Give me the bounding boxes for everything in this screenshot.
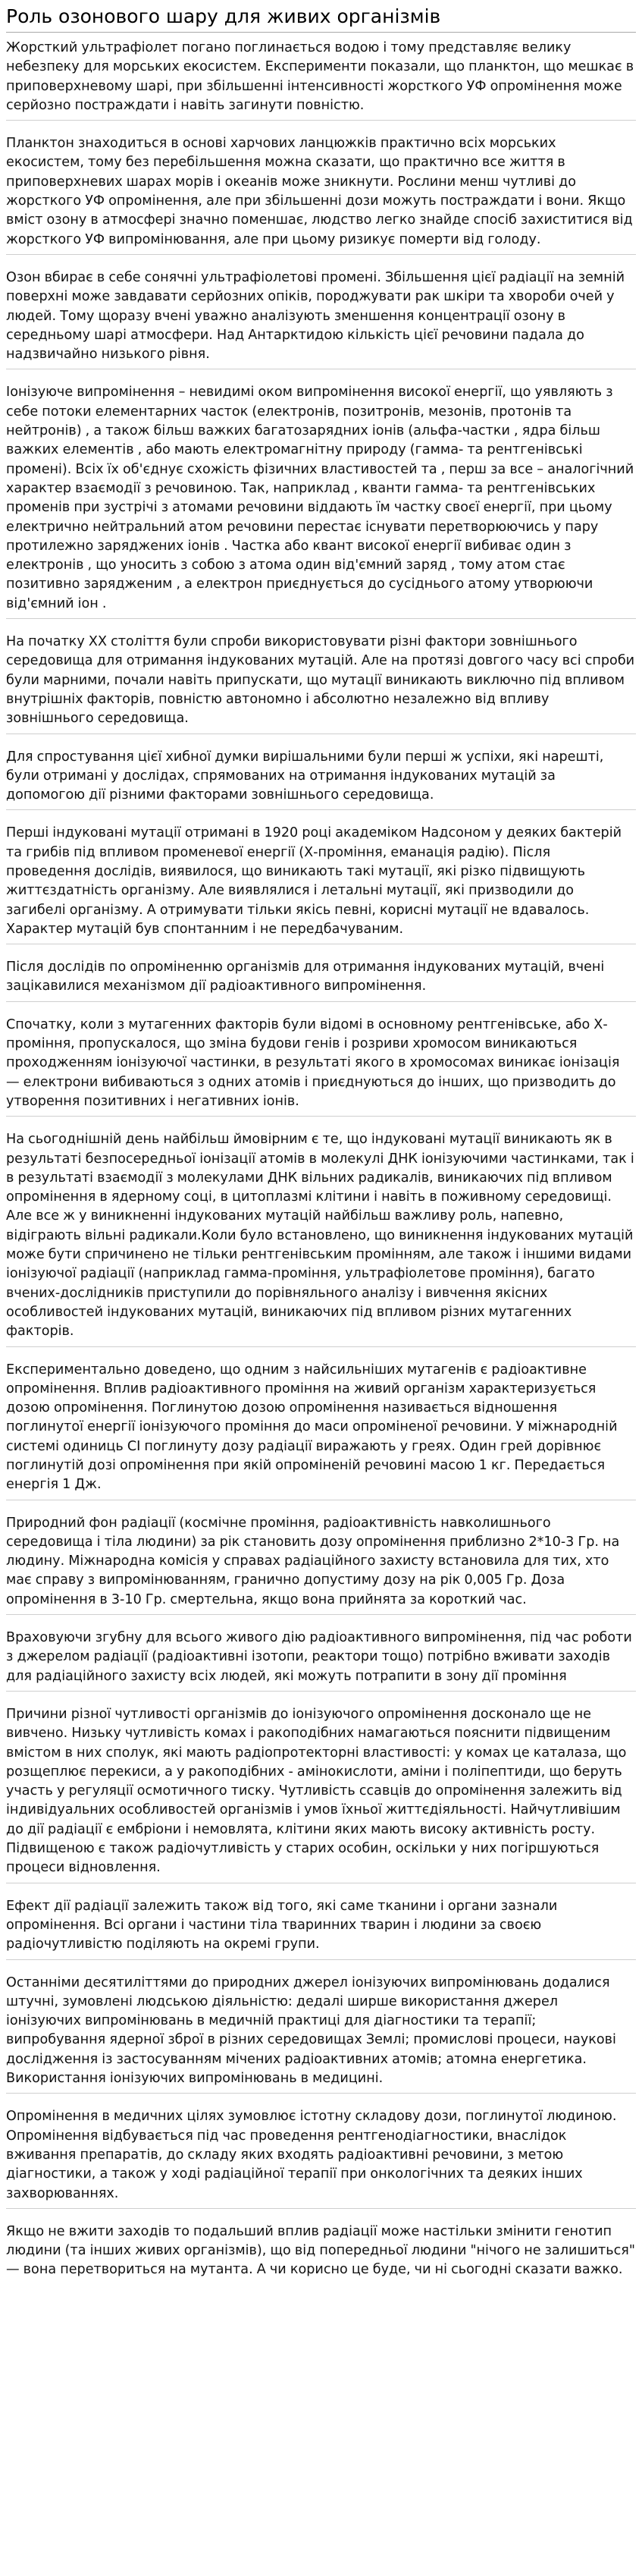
paragraph: Озон вбирає в себе сонячні ультрафіолетові промені. Збільшення цієї радіації на земній поверхні може завдавати серйозних опіків, породжувати рак шкіри та хвороби очей у людей. Тому щоразу вчені уважно аналізують зменшення концентрації озону в середньому шарі атмосфери. Над Антарктидою кількість цієї речовини падала до надзвичайно низького рівня. <box>6 269 636 369</box>
paragraph: На початку ХХ століття були спроби використовувати різні фактори зовнішнього середовища для отримання індукованих мутацій. Але на протязі довгого часу всі спроби були марними, почали навіть припускати, що мутації виникають виключно під впливом внутрішніх факторів, повністю автономно і абсолютно незалежно від впливу зовнішнього середовища. <box>6 633 636 734</box>
article-body <box>6 39 636 2285</box>
paragraph: Ефект дії радіації залежить також від того, які саме тканини і органи зазнали опромінення. Всі органи і частини тіла тваринних тварин і людини за своєю радіочутливістю поділяють на окремі групи. <box>6 1897 636 1960</box>
paragraph: Опромінення в медичних цілях зумовлює істотну складову дози, поглинутої людиною. Опромінення відбувається під час проведення рентгенодіагностики, внаслідок вживання препаратів, до складу яких входять радіоактивні речовини, з метою діагностики, а також у ході радіаційної терапії при онкологічних та деяких інших захворюваннях. <box>6 2107 636 2208</box>
paragraph: Останніми десятиліттями до природних джерел іонізуючих випромінювань додалися штучні, зумовлені людською діяльністю: дедалі ширше використання джерел іонізуючих випромінювань в медичній практиці для діагностики та терапії; випробування ядерної зброї в різних середовищах Землі; промислові процеси, наукові дослідження із застосуванням мічених радіоактивних атомів; атомна енергетика. Використання іонізуючих випромінювань в медицині. <box>6 1974 636 2094</box>
paragraph: Природний фон радіації (космічне проміння, радіоактивність навколишнього середовища і тіла людини) за рік становить дозу опромінення приблизно 2*10-3 Гр. на людину. Міжнародна комісія у справах радіаційного захисту встановила для тих, хто має справу з випромінюванням, гранично допустиму дозу на рік 0,005 Гр. Доза опромінення в 3-10 Гр. смертельна, якщо вона прийнята за короткий час. <box>6 1514 636 1615</box>
paragraph: Якщо не вжити заходів то подальший вплив радіації може настільки змінити генотип людини (та інших живих організмів), що від попередньої людини "нічого не залишиться" — вона перетвориться на мутанта. А чи корисно це буде, чи ні сьогодні сказати важко. <box>6 2223 635 2278</box>
paragraph: Іонізуюче випромінення – невидимі оком випромінення високої енергії, що уявляють з себе потоки елементарних часток (електронів, позитронів, мезонів, протонів та нейтронів) , а також більш важких багатозарядних іонів (альфа-частки , ядра більш важких елементів , або мають електромагнітну природу (гамма- та рентгенівські промені). Всіх їх об'єднує схожість фізичних властивостей та , перш за все – аналогічний характер взаємодії з речовиною. Так, наприклад , кванти гамма- та рентгенівських променів при зустрічі з атомами речовини віддають їм частку своєї енергії, при цьому електрично нейтральний атом речовини перестає існувати перетворюючись у пару протилежно заряджених іонів . Частка або квант високої енергії вибиває один з електронів , що уносить з собою з атома один від'ємний заряд , тому атом стає позитивно зарядженим , а електрон приєднується до сусіднього атому утворюючи від'ємний іон . <box>6 383 636 619</box>
paragraph: Перші індуковані мутації отримані в 1920 році академіком Надсоном у деяких бактерій та грибів під впливом променевої енергії (Х-проміння, еманація радію). Після проведення дослідів, виявилося, що виникають такі мутації, які різко підвищують життєздатність організму. Але виявлялися і летальні мутації, які призводили до загибелі організму. А отримувати тільки якісь певні, корисні мутації не вдавалось. Характер мутацій був спонтанним і не передбачуваним. <box>6 824 636 944</box>
paragraph: Для спростування цієї хибної думки вирішальними були перші ж успіхи, які нарешті, були отримані у дослідах, спрямованих на отримання індукованих мутацій за допомогою дії різними факторами зовнішнього середовища. <box>6 748 636 811</box>
paragraph: Після дослідів по опроміненню організмів для отримання індукованих мутацій, вчені зацікавилися механізмом дії радіоактивного випромінення. <box>6 958 636 1002</box>
paragraph: Планктон знаходиться в основі харчових ланцюжків практично всіх морських екосистем, тому без перебільшення можна сказати, що практично все життя в приповерхневих шарах морів і океанів може зникнути. Рослини менш чутливі до жорсткого УФ опромінення, але при збільшенні дози можуть постраждати і вони. Якщо вміст озону в атмосфері значно поменшає, людство легко знайде спосіб захиститися від жорсткого УФ випромінювання, але при цьому ризикує померти від голоду. <box>6 134 636 255</box>
paragraph: Жорсткий ультрафіолет погано поглинається водою і тому представляє велику небезпеку для морських екосистем. Експерименти показали, що планктон, що мешкає в приповерхневому шарі, при збільшенні інтенсивності жорсткого УФ опромінення може серйозно постраждати і навіть загинути повністю. <box>6 39 636 121</box>
paragraph: Причини різної чутливості організмів до іонізуючого опромінення досконало ще не вивчено. Низьку чутливість комах і ракоподібних намагаються пояснити підвищеним вмістом в них сполук, які мають радіопротекторні властивості: у комах це каталаза, що розщеплює перекиси, а у ракоподібних - амінокислоти, аміни і поліпептиди, що беруть участь у регуляції осмотичного тиску. Чутливість ссавців до опромінення залежить від індивідуальних особливостей організмів і умов їхньої життєдіяльності. Найчутливішим до дії радіації є ембріони і немовлята, клітини яких мають високу активність росту. Підвищеною є також радіочутливість у старих особин, оскільки у них погіршуються процеси відновлення. <box>6 1705 636 1883</box>
paragraph: На сьогоднішній день найбільш ймовірним є те, що індуковані мутації виникають як в результаті безпосередньої іонізації атомів в молекулі ДНК іонізуючими частинками, так і в результаті взаємодії з молекулами ДНК вільних радикалів, виникаючих під впливом опромінення в ядерному соці, в цитоплазмі клітини і навіть в поживному середовищі. Але все ж у виникненні індукованих мутацій найбільш важливу роль, напевно, відіграють вільні радикали.Коли було встановлено, що виникнення індукованих мутацій може бути спричинено не тільки рентгенівським промінням, але також і іншими видами іонізуючої радіації (наприклад гамма-проміння, ультрафіолетове проміння), багато вчених-дослідників приступили до порівняльного аналізу і вивчення якісних особливостей індукованих мутацій, виникаючих під впливом різних мутагенних факторів. <box>6 1130 636 1346</box>
paragraph: Спочатку, коли з мутагенних факторів були відомі в основному рентгенівське, або Х-проміння, пропускалося, що зміна будови генів і розриви хромосом виникаються проходженням іонізуючої частинки, в результаті якого в хромосомах виникає іонізація — електрони вибиваються з одних атомів і приєднуються до інших, що призводить до утворення позитивних і негативних іонів. <box>6 1016 636 1117</box>
paragraph: Враховуючи згубну для всього живого дію радіоактивного випромінення, під час роботи з джерелом радіації (радіоактивні ізотопи, реактори тощо) потрібно вживати заходів для радіаційного захисту всіх людей, які можуть потрапити в зону дії проміння <box>6 1629 636 1692</box>
page-title: Роль озонового шару для живих організмів <box>6 5 636 33</box>
paragraph: Експериментально доведено, що одним з найсильніших мутагенів є радіоактивне опромінення. Вплив радіоактивного проміння на живий організм характеризується дозою опромінення. Поглинутою дозою опромінення називається відношення поглинутої енергії іонізуючого проміння до маси опроміненої речовини. У міжнародній системі одиниць СІ поглинуту дозу радіації виражають у греях. Один грей дорівнює поглинутій дозі опромінення при якій опроміненій речовині масою 1 кг. Передається енергія 1 Дж. <box>6 1361 636 1500</box>
